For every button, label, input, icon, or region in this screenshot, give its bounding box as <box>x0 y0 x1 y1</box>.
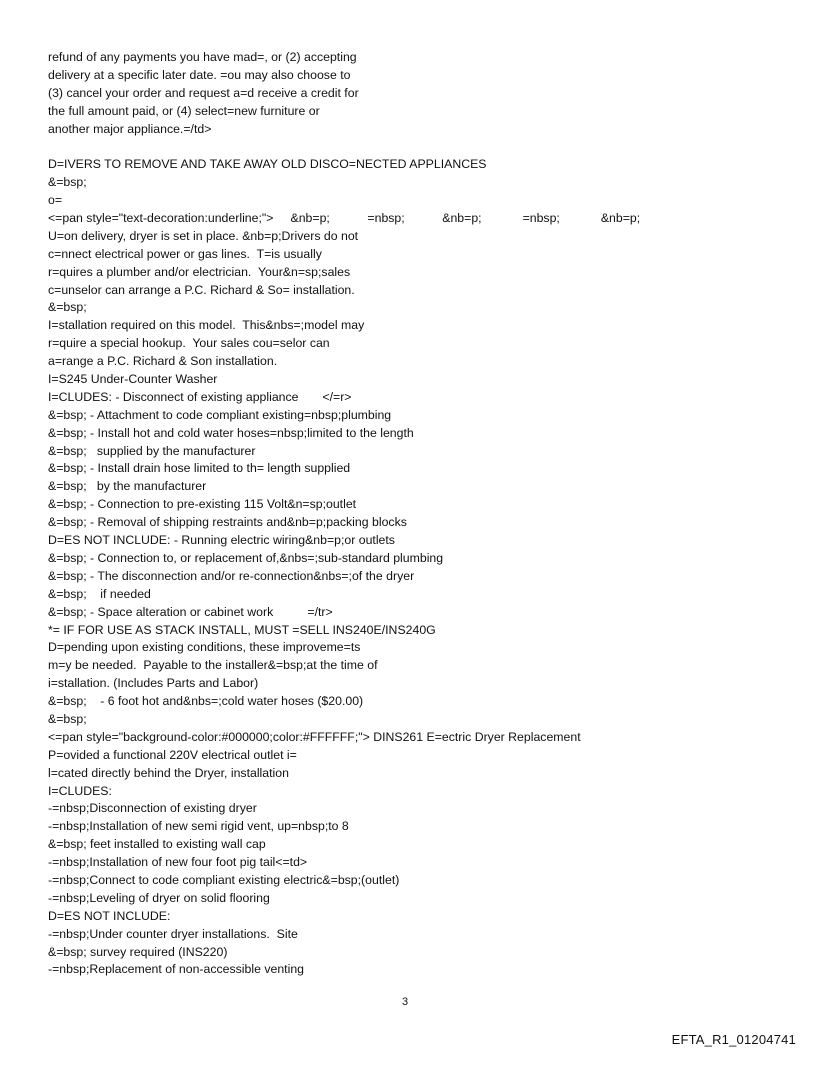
text-line: &=bsp; - Removal of shipping restraints and&nb=p;packing blocks <box>48 515 407 530</box>
text-line: -=nbsp;Under counter dryer installations. Site <box>48 926 298 941</box>
text-line: &=bsp; if needed <box>48 586 151 601</box>
text-line: I=S245 Under-Counter Washer <box>48 372 218 387</box>
text-line: &=bsp; <box>48 711 87 726</box>
text-line: -=nbsp;Installation of new semi rigid vent, up=nbsp;to 8 <box>48 819 349 834</box>
text-line: &=bsp; - 6 foot hot and&nbs=;cold water hoses ($20.00) <box>48 694 364 709</box>
text-line: I=CLUDES: <box>48 783 112 798</box>
text-line <box>48 138 788 156</box>
text-line: U=on delivery, dryer is set in place. &nb=p;Drivers do not <box>48 228 359 243</box>
text-line: m=y be needed. Payable to the installer&=bsp;at the time of <box>48 658 378 673</box>
text-line: -=nbsp;Leveling of dryer on solid flooring <box>48 890 270 905</box>
text-line: P=ovided a functional 220V electrical outlet i= <box>48 747 297 762</box>
text-line: c=nnect electrical power or gas lines. T=is usually <box>48 246 322 261</box>
page-number: 3 <box>402 996 409 1008</box>
text-line: &=bsp; - Connection to, or replacement of,&nbs=;sub-standard plumbing <box>48 550 444 565</box>
text-line: D=pending upon existing conditions, these improveme=ts <box>48 640 361 655</box>
text-line: <=pan style="background-color:#000000;color:#FFFFFF;"> DINS261 E=ectric Dryer Replacement <box>48 729 581 744</box>
text-line: I=stallation required on this model. This&nbs=;model may <box>48 318 365 333</box>
text-line: &=bsp; supplied by the manufacturer <box>48 443 256 458</box>
text-line: refund of any payments you have mad=, or (2) accepting <box>48 50 357 64</box>
text-line: -=nbsp;Disconnection of existing dryer <box>48 801 257 816</box>
text-line: &=bsp; - Install hot and cold water hoses=nbsp;limited to the length <box>48 425 414 440</box>
text-line: &=bsp; - Connection to pre-existing 115 Volt&n=sp;outlet <box>48 497 357 512</box>
text-line: &=bsp; - Install drain hose limited to th= length supplied <box>48 461 351 476</box>
text-line: -=nbsp;Installation of new four foot pig tail<=td> <box>48 855 308 870</box>
text-line: &=bsp; feet installed to existing wall cap <box>48 837 266 852</box>
text-line: D=ES NOT INCLUDE: <box>48 908 171 923</box>
text-line: &=bsp; - Attachment to code compliant existing=nbsp;plumbing <box>48 407 392 422</box>
text-line: &=bsp; survey required (INS220) <box>48 944 228 959</box>
text-line: *= IF FOR USE AS STACK INSTALL, MUST =SELL INS240E/INS240G <box>48 622 436 637</box>
text-line: (3) cancel your order and request a=d receive a credit for <box>48 85 359 100</box>
text-line: o= <box>48 193 63 208</box>
text-line: delivery at a specific later date. =ou may also choose to <box>48 67 351 82</box>
text-line: -=nbsp;Replacement of non-accessible venting <box>48 962 304 977</box>
document-body <box>48 49 788 979</box>
text-line: l=cated directly behind the Dryer, installation <box>48 765 289 780</box>
text-line: &=bsp; <box>48 300 87 315</box>
text-line: D=IVERS TO REMOVE AND TAKE AWAY OLD DISCO=NECTED APPLIANCES <box>48 157 487 172</box>
document-id-stamp: EFTA_R1_01204741 <box>671 1032 796 1047</box>
text-line: D=ES NOT INCLUDE: - Running electric wiring&nb=p;or outlets <box>48 533 395 548</box>
text-line: I=CLUDES: - Disconnect of existing appliance </=r> <box>48 389 352 404</box>
text-line: <=pan style="text-decoration:underline;"> &nb=p; =nbsp; &nb=p; =nbsp; &nb=p; <box>48 211 641 226</box>
text-line: c=unselor can arrange a P.C. Richard & So= installation. <box>48 282 355 297</box>
text-line: &=bsp; - Space alteration or cabinet work =/tr> <box>48 604 333 619</box>
text-line: &=bsp; by the manufacturer <box>48 479 207 494</box>
text-line: r=quires a plumber and/or electrician. Your&n=sp;sales <box>48 264 351 279</box>
text-line: a=range a P.C. Richard & Son installation. <box>48 354 278 369</box>
text-line: the full amount paid, or (4) select=new furniture or <box>48 103 320 118</box>
text-line: r=quire a special hookup. Your sales cou=selor can <box>48 336 330 351</box>
text-line: &=bsp; <box>48 175 87 190</box>
text-line: -=nbsp;Connect to code compliant existing electric&=bsp;(outlet) <box>48 872 400 887</box>
text-line: &=bsp; - The disconnection and/or re-connection&nbs=;of the dryer <box>48 568 415 583</box>
text-line: i=stallation. (Includes Parts and Labor) <box>48 676 259 691</box>
text-line: another major appliance.=/td> <box>48 121 212 136</box>
